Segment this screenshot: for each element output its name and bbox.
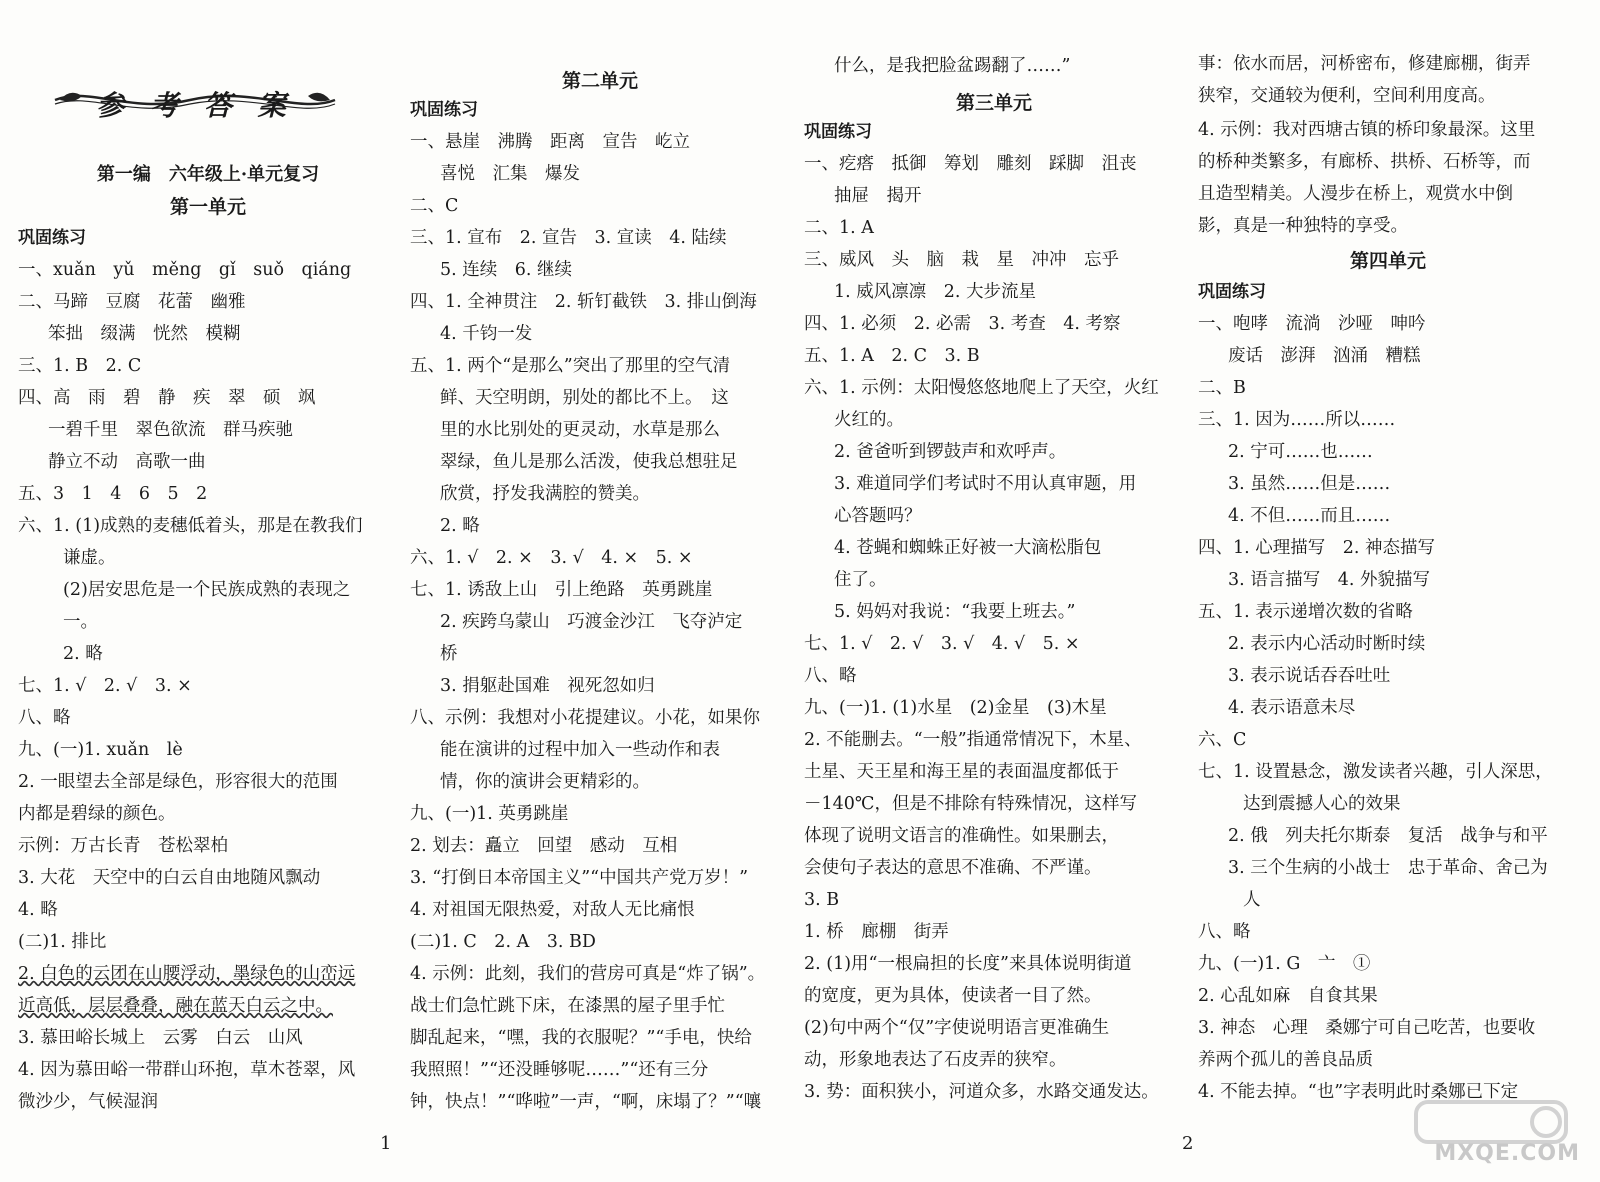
answer-line: 4. 示例：此刻，我们的营房可真是“炸了锅”。 [410,964,766,984]
answer-line: 五、1. A 2. C 3. B [804,346,980,366]
answer-line: 欣赏，抒发我满腔的赞美。 [440,484,650,504]
answer-line: 住了。 [834,570,887,590]
answer-line: 七、1. 诱敌上山 引上绝路 英勇跳崖 [410,580,713,600]
answer-line: 九、(一)1. 英勇跳崖 [410,804,569,824]
answer-line: (2)句中两个“仅”字使说明语言更准确生 [804,1018,1110,1038]
answer-line: 静立不动 高歌一曲 [48,452,206,472]
answer-line: 会使句子表达的意思不准确、不严谨。 [804,858,1102,878]
answer-line: 4. 对祖国无限热爱，对敌人无比痛恨 [410,900,695,920]
answer-line: 2. 爸爸听到锣鼓声和欢呼声。 [834,442,1067,462]
answer-line: 4. 不但……而且…… [1228,506,1391,526]
answer-line: 六、1. (1)成熟的麦穗低着头，那是在教我们 [18,516,363,536]
answer-line: 一、疙瘩 抵御 筹划 雕刻 踩脚 沮丧 [804,154,1137,174]
answer-line: 二、C [410,196,459,216]
answer-line: 4. 苍蝇和蜘蛛正好被一大滴松脂包 [834,538,1102,558]
answer-line: 2. 表示内心活动时断时续 [1228,634,1426,654]
answer-line: 二、B [1198,378,1246,398]
answer-line: 笨拙 缀满 恍然 模糊 [48,324,241,344]
answer-line: 七、1. 设置悬念，激发读者兴趣，引人深思， [1198,762,1553,782]
answer-line: (二)1. 排比 [18,932,107,952]
answer-line: 八、略 [804,666,857,686]
answer-line: 1. 桥 廊棚 街弄 [804,922,949,942]
answer-line: 2. 略 [63,644,103,664]
answer-line: 4. 略 [18,900,58,920]
section-heading: 巩固练习 [804,122,872,142]
answer-line: 3. 虽然……但是…… [1228,474,1391,494]
answer-line: 喜悦 汇集 爆发 [440,164,580,184]
answer-line: 三、威风 头 脑 栽 星 冲冲 忘乎 [804,250,1119,270]
answer-line: 5. 连续 6. 继续 [440,260,573,280]
answer-line: (二)1. C 2. A 3. BD [410,932,596,952]
answer-line: 四、1. 全神贯注 2. 斩钉截铁 3. 排山倒海 [410,292,757,312]
answer-line: 示例：万古长青 苍松翠柏 [18,836,228,856]
answer-line: 一碧千里 翠色欲流 群马疾驰 [48,420,293,440]
answer-line: 的宽度，更为具体，使读者一目了然。 [804,986,1102,1006]
answer-line: 翠绿，鱼儿是那么活泼，使我总想驻足 [440,452,738,472]
answer-line: 狭窄，交通较为便利，空间利用度高。 [1198,86,1496,106]
answer-line: 八、略 [1198,922,1251,942]
answer-line: 2. 心乱如麻 自食其果 [1198,986,1378,1006]
answer-line: 六、1. 示例：太阳慢悠悠地爬上了天空，火红 [804,378,1159,398]
answer-line: 3. 慕田峪长城上 云雾 白云 山风 [18,1028,303,1048]
answer-line: 一、悬崖 沸腾 距离 宣告 屹立 [410,132,690,152]
answer-line: 土星、天王星和海王星的表面温度都低于 [804,762,1119,782]
answer-line: 2. (1)用“一根扁担的长度”来具体说明街道 [804,954,1132,974]
answer-line: 2. 不能删去。“一般”指通常情况下，木星、 [804,730,1142,750]
page-number: 2 [1182,1133,1194,1154]
unit-heading: 第一单元 [169,196,246,218]
answer-line: 战士们急忙跳下床，在漆黑的屋子里手忙 [410,996,725,1016]
answer-line: 体现了说明文语言的准确性。如果删去， [804,826,1119,846]
answer-line: 2. 一眼望去全部是绿色，形容很大的范围 [18,772,338,792]
answer-line: 四、1. 心理描写 2. 神态描写 [1198,538,1436,558]
answer-line: 3. “打倒日本帝国主义”“中国共产党万岁！” [410,868,749,888]
unit-heading: 第三单元 [955,92,1032,114]
answer-line: 一、xuǎn yǔ měng gǐ suǒ qiáng [18,260,352,280]
answer-line: 五、1. 两个“是那么”突出了那里的空气清 [410,356,731,376]
answer-line: 4. 因为慕田峪一带群山环抱，草木苍翠，风 [18,1060,356,1080]
answer-line: 2. 划去：矗立 回望 感动 互相 [410,836,678,856]
section-heading: 巩固练习 [410,100,478,120]
answer-line: 四、高 雨 碧 静 疾 翠 硕 飒 [18,388,316,408]
answer-line: 八、示例：我想对小花提建议。小花，如果你 [410,708,760,728]
answer-line: 2. 俄 列夫托尔斯泰 复活 战争与和平 [1228,826,1548,846]
answer-line: 且造型精美。人漫步在桥上，观赏水中倒 [1198,184,1513,204]
answer-line: 废话 澎湃 汹涌 糟糕 [1228,346,1421,366]
answer-line: 内都是碧绿的颜色。 [18,804,176,824]
answer-line: 九、(一)1. G 亠 ① [1198,954,1371,974]
answer-line: 影，真是一种独特的享受。 [1198,216,1408,236]
answer-line: 3. 神态 心理 桑娜宁可自己吃苦，也要收 [1198,1018,1536,1038]
page-number: 1 [380,1133,392,1154]
answer-line: 3. B [804,890,840,910]
answer-line: 3. 难道同学们考试时不用认真审题，用 [834,474,1137,494]
answer-line: 4. 表示语意未尽 [1228,698,1356,718]
answer-line: 3. 大花 天空中的白云自由地随风飘动 [18,868,321,888]
answer-line: 4. 示例：我对西塘古镇的桥印象最深。这里 [1198,120,1536,140]
answer-line: 五、3 1 4 6 5 2 [18,484,208,504]
answer-line: 三、1. 因为……所以…… [1198,410,1396,430]
answer-line: 的桥种类繁多，有廊桥、拱桥、石桥等，而 [1198,152,1531,172]
banner-title: 参 考 答 案 [96,89,294,122]
answer-line: 情，你的演讲会更精彩的。 [440,772,650,792]
answer-line: 七、1. √ 2. √ 3. × [18,676,192,696]
answer-line: 3. 三个生病的小战士 忠于革命、舍己为 [1228,858,1548,878]
answers-banner [50,78,340,122]
answer-line: 里的水比别处的更灵动，水草是那么 [440,420,720,440]
answer-line: 抽屉 揭开 [834,186,922,206]
answer-line: 1. 威风凛凛 2. 大步流星 [834,282,1037,302]
answer-line: 事：依水而居，河桥密布，修建廊棚，街弄 [1198,54,1531,74]
answer-line: (2)居安思危是一个民族成熟的表现之 [63,580,351,600]
answer-line: 火红的。 [834,410,904,430]
answer-line: 我照照！”“还没睡够呢……”“还有三分 [410,1060,709,1080]
answer-line: 2. 宁可……也…… [1228,442,1373,462]
answer-line: 谦虚。 [63,548,116,568]
answer-line: 心答题吗？ [834,506,922,526]
answer-line: 七、1. √ 2. √ 3. √ 4. √ 5. × [804,634,1080,654]
answer-line: 养两个孤儿的善良品质 [1198,1050,1373,1070]
answer-line: 人 [1243,890,1261,910]
answer-line: 脚乱起来，“嘿，我的衣服呢？”“手电，快给 [410,1028,752,1048]
answer-line: 五、1. 表示递增次数的省略 [1198,602,1413,622]
answer-line: 三、1. 宣布 2. 宣告 3. 宣读 4. 陆续 [410,228,727,248]
answer-line: 三、1. B 2. C [18,356,142,376]
answer-line: 桥 [440,644,458,664]
answer-line: 一、咆哮 流淌 沙哑 呻吟 [1198,314,1426,334]
answer-line: 3. 语言描写 4. 外貌描写 [1228,570,1431,590]
answer-line: 钟，快点！”“哗啦”一声，“啊，床塌了？”“嚷 [410,1092,762,1112]
unit-heading: 第四单元 [1349,250,1426,272]
watermark-icon [1396,1096,1586,1146]
answer-line: 九、(一)1. xuǎn lè [18,740,183,760]
answer-line: 4. 千钧一发 [440,324,533,344]
answer-line: 二、马蹄 豆腐 花蕾 幽雅 [18,292,246,312]
answer-line: 什么，是我把脸盆踢翻了……” [834,56,1071,76]
answer-line: －140℃，但是不排除有特殊情况，这样写 [804,794,1137,814]
answer-line: 2. 疾跨乌蒙山 巧渡金沙江 飞夺泸定 [440,612,743,632]
watermark-logo [1396,1096,1586,1168]
answer-line: 六、1. √ 2. × 3. √ 4. × 5. × [410,548,693,568]
answer-line: 鲜、天空明朗，别处的都比不上。 这 [440,388,729,408]
section-heading: 巩固练习 [1198,282,1266,302]
answer-line: 九、(一)1. (1)水星 (2)金星 (3)木星 [804,698,1107,718]
answer-line: 近高低，层层叠叠，融在蓝天白云之中。 [18,996,333,1016]
answer-line: 能在演讲的过程中加入一些动作和表 [440,740,720,760]
page-right [800,0,1600,1182]
answer-line: 八、略 [18,708,71,728]
answer-line: 四、1. 必须 2. 必需 3. 考查 4. 考察 [804,314,1121,334]
answer-line: 3. 捐躯赴国难 视死忽如归 [440,676,655,696]
answer-line: 2. 略 [440,516,480,536]
answer-line: 3. 表示说话吞吞吐吐 [1228,666,1391,686]
section-heading: 巩固练习 [18,228,86,248]
answer-line: 微沙少，气候湿润 [18,1092,158,1112]
watermark-text: MXQE.COM [1434,1141,1580,1166]
answer-line: 3. 势：面积狭小，河道众多，水路交通发达。 [804,1082,1159,1102]
answer-line: 一。 [63,612,98,632]
answer-line: 4. 不能去掉。“也”字表明此时桑娜已下定 [1198,1082,1519,1102]
part-heading: 第一编 六年级上·单元复习 [96,164,320,185]
answer-line: 六、C [1198,730,1247,750]
answer-line: 2. 白色的云团在山腰浮动，墨绿色的山峦远 [18,964,356,984]
answer-line: 动，形象地表达了石皮弄的狭窄。 [804,1050,1067,1070]
answer-line: 达到震撼人心的效果 [1243,794,1401,814]
answer-line: 二、1. A [804,218,874,238]
unit-heading: 第二单元 [561,70,638,92]
answer-line: 5. 妈妈对我说：“我要上班去。” [834,602,1076,622]
